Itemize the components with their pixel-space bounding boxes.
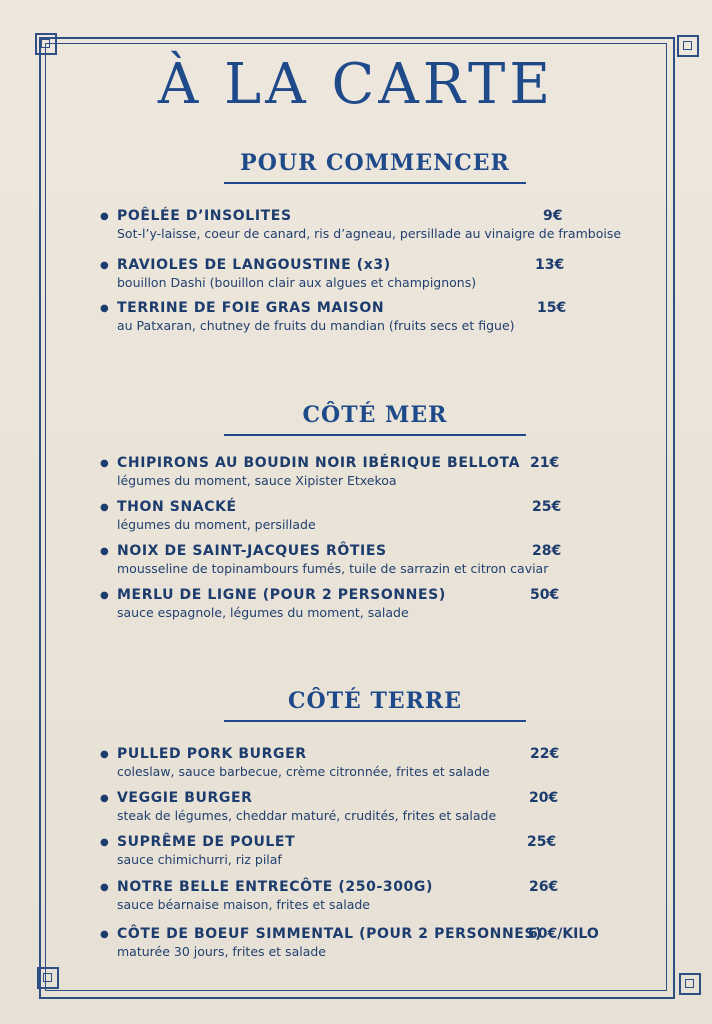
item-name: CHIPIRONS AU BOUDIN NOIR IBÉRIQUE BELLOTA xyxy=(117,455,521,471)
item-price: 21€ xyxy=(530,455,560,471)
item-description: légumes du moment, persillade xyxy=(117,517,316,532)
section-title-cote-mer: CÔTÉ MER xyxy=(224,402,526,436)
item-price: 13€ xyxy=(535,257,565,273)
corner-ornament xyxy=(679,973,701,995)
section-title-cote-terre: CÔTÉ TERRE xyxy=(224,688,526,722)
bullet-icon: ● xyxy=(100,793,109,804)
item-price: 9€ xyxy=(543,208,563,224)
item-description: sauce chimichurri, riz pilaf xyxy=(117,852,282,867)
item-price: 28€ xyxy=(532,543,562,559)
item-price: 25€ xyxy=(527,834,557,850)
corner-ornament xyxy=(37,967,59,989)
bullet-icon: ● xyxy=(100,211,109,222)
section-title-pour-commencer: POUR COMMENCER xyxy=(224,150,526,184)
item-price: 15€ xyxy=(537,300,567,316)
item-description: sauce béarnaise maison, frites et salade xyxy=(117,897,370,912)
item-price: 20€ xyxy=(529,790,559,806)
item-name: TERRINE DE FOIE GRAS MAISON xyxy=(117,300,385,316)
bullet-icon: ● xyxy=(100,458,109,469)
item-name: SUPRÊME DE POULET xyxy=(117,834,296,850)
item-name: RAVIOLES DE LANGOUSTINE (x3) xyxy=(117,257,391,273)
item-name: NOIX DE SAINT-JACQUES RÔTIES xyxy=(117,543,387,559)
item-description: Sot-l’y-laisse, coeur de canard, ris d’agneau, persillade au vinaigre de framboise xyxy=(117,226,622,241)
item-name: PULLED PORK BURGER xyxy=(117,746,307,762)
item-description: sauce espagnole, légumes du moment, salade xyxy=(117,605,409,620)
bullet-icon: ● xyxy=(100,749,109,760)
item-description: au Patxaran, chutney de fruits du mandian (fruits secs et figue) xyxy=(117,318,515,333)
bullet-icon: ● xyxy=(100,882,109,893)
item-name: THON SNACKÉ xyxy=(117,499,237,515)
bullet-icon: ● xyxy=(100,546,109,557)
item-name: POÊLÉE D’INSOLITES xyxy=(117,208,292,224)
bullet-icon: ● xyxy=(100,303,109,314)
item-name: VEGGIE BURGER xyxy=(117,790,253,806)
menu-title: À LA CARTE xyxy=(157,52,555,117)
item-price: 26€ xyxy=(529,879,559,895)
item-name: MERLU DE LIGNE (POUR 2 PERSONNES) xyxy=(117,587,446,603)
item-description: légumes du moment, sauce Xipister Etxekoa xyxy=(117,473,397,488)
item-description: bouillon Dashi (bouillon clair aux algues et champignons) xyxy=(117,275,477,290)
item-description: maturée 30 jours, frites et salade xyxy=(117,944,326,959)
bullet-icon: ● xyxy=(100,837,109,848)
bullet-icon: ● xyxy=(100,929,109,940)
item-price: 22€ xyxy=(530,746,560,762)
bullet-icon: ● xyxy=(100,502,109,513)
item-name: CÔTE DE BOEUF SIMMENTAL (POUR 2 PERSONNES) xyxy=(117,926,543,942)
item-price: 60€/KILO xyxy=(528,926,599,942)
item-description: coleslaw, sauce barbecue, crème citronnée, frites et salade xyxy=(117,764,490,779)
item-description: mousseline de topinambours fumés, tuile de sarrazin et citron caviar xyxy=(117,561,549,576)
item-description: steak de légumes, cheddar maturé, crudités, frites et salade xyxy=(117,808,497,823)
bullet-icon: ● xyxy=(100,590,109,601)
bullet-icon: ● xyxy=(100,260,109,271)
item-price: 50€ xyxy=(530,587,560,603)
item-name: NOTRE BELLE ENTRECÔTE (250-300G) xyxy=(117,879,433,895)
item-price: 25€ xyxy=(532,499,562,515)
